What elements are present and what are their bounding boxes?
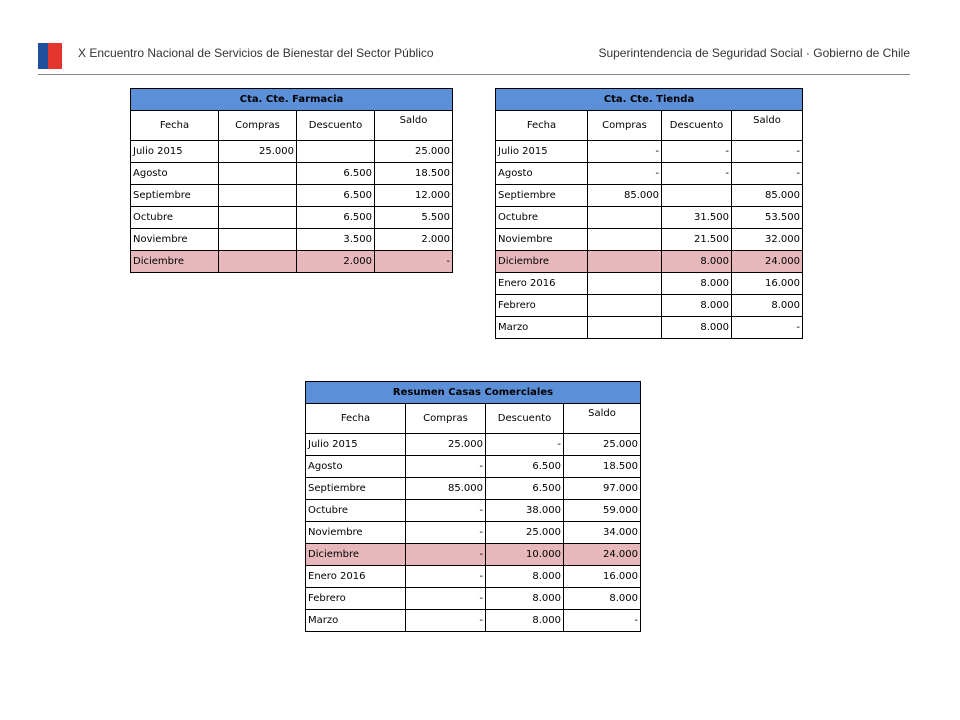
fecha-cell: Enero 2016 xyxy=(496,273,588,295)
table-row xyxy=(306,434,641,456)
table-title: Resumen Casas Comerciales xyxy=(306,382,641,404)
descuento-cell: - xyxy=(486,434,564,456)
table-title: Cta. Cte. Farmacia xyxy=(131,89,453,111)
table-row xyxy=(496,273,803,295)
column-header: Saldo xyxy=(564,404,641,434)
descuento-cell: 6.500 xyxy=(297,185,375,207)
table-row xyxy=(131,229,453,251)
saldo-cell: - xyxy=(732,141,803,163)
table-row xyxy=(496,163,803,185)
descuento-cell: 6.500 xyxy=(297,207,375,229)
column-header: Descuento xyxy=(297,111,375,141)
table-row xyxy=(131,207,453,229)
compras-cell xyxy=(219,251,297,273)
compras-cell xyxy=(588,295,662,317)
table-row xyxy=(306,566,641,588)
saldo-cell: - xyxy=(732,317,803,339)
column-header-row xyxy=(306,404,641,434)
column-header: Descuento xyxy=(486,404,564,434)
descuento-cell: 3.500 xyxy=(297,229,375,251)
column-header: Compras xyxy=(588,111,662,141)
fecha-cell: Febrero xyxy=(496,295,588,317)
compras-cell: 85.000 xyxy=(406,478,486,500)
table-row xyxy=(131,141,453,163)
compras-cell xyxy=(219,163,297,185)
column-header: Fecha xyxy=(306,404,406,434)
column-header: Saldo xyxy=(375,111,453,141)
chile-flag-icon xyxy=(38,43,62,69)
descuento-cell: 6.500 xyxy=(486,478,564,500)
table-row xyxy=(306,588,641,610)
farmacia-account-table xyxy=(130,88,453,273)
saldo-cell: 25.000 xyxy=(564,434,641,456)
descuento-cell: 10.000 xyxy=(486,544,564,566)
table-row-highlighted xyxy=(131,251,453,273)
saldo-cell: 18.500 xyxy=(564,456,641,478)
compras-cell: 25.000 xyxy=(406,434,486,456)
descuento-cell: 8.000 xyxy=(486,588,564,610)
compras-cell xyxy=(588,251,662,273)
resumen-casas-comerciales-table xyxy=(305,381,641,632)
descuento-cell: 2.000 xyxy=(297,251,375,273)
saldo-cell: 34.000 xyxy=(564,522,641,544)
table-row xyxy=(306,522,641,544)
fecha-cell: Octubre xyxy=(131,207,219,229)
saldo-cell: 25.000 xyxy=(375,141,453,163)
column-header: Compras xyxy=(406,404,486,434)
table-title: Cta. Cte. Tienda xyxy=(496,89,803,111)
fecha-cell: Agosto xyxy=(306,456,406,478)
slide-header xyxy=(0,0,960,76)
descuento-cell: 8.000 xyxy=(662,317,732,339)
saldo-cell: 2.000 xyxy=(375,229,453,251)
descuento-cell: 8.000 xyxy=(662,251,732,273)
table-row xyxy=(306,610,641,632)
fecha-cell: Diciembre xyxy=(131,251,219,273)
table-row-highlighted xyxy=(496,251,803,273)
compras-cell: - xyxy=(406,522,486,544)
saldo-cell: 24.000 xyxy=(732,251,803,273)
descuento-cell: 21.500 xyxy=(662,229,732,251)
saldo-cell: 16.000 xyxy=(732,273,803,295)
compras-cell xyxy=(219,207,297,229)
saldo-cell: 12.000 xyxy=(375,185,453,207)
fecha-cell: Julio 2015 xyxy=(306,434,406,456)
fecha-cell: Noviembre xyxy=(496,229,588,251)
descuento-cell: 6.500 xyxy=(297,163,375,185)
fecha-cell: Julio 2015 xyxy=(131,141,219,163)
compras-cell: - xyxy=(406,500,486,522)
saldo-cell: - xyxy=(732,163,803,185)
saldo-cell: 5.500 xyxy=(375,207,453,229)
descuento-cell: - xyxy=(662,163,732,185)
column-header-row xyxy=(496,111,803,141)
compras-cell: - xyxy=(588,141,662,163)
organization-name: Superintendencia de Seguridad Social · Gobierno de Chile xyxy=(598,46,910,60)
saldo-cell: 24.000 xyxy=(564,544,641,566)
descuento-cell xyxy=(662,185,732,207)
header-divider xyxy=(38,74,910,75)
column-header-row xyxy=(131,111,453,141)
table-row xyxy=(306,500,641,522)
saldo-cell: 59.000 xyxy=(564,500,641,522)
compras-cell: - xyxy=(406,456,486,478)
descuento-cell: 8.000 xyxy=(662,273,732,295)
compras-cell xyxy=(588,273,662,295)
table-row xyxy=(306,478,641,500)
fecha-cell: Febrero xyxy=(306,588,406,610)
tienda-account-table xyxy=(495,88,803,339)
table-row xyxy=(496,207,803,229)
table-row-highlighted xyxy=(306,544,641,566)
column-header: Fecha xyxy=(496,111,588,141)
descuento-cell: 8.000 xyxy=(662,295,732,317)
descuento-cell: 31.500 xyxy=(662,207,732,229)
compras-cell xyxy=(588,317,662,339)
saldo-cell: - xyxy=(564,610,641,632)
table-row xyxy=(306,456,641,478)
compras-cell xyxy=(588,207,662,229)
saldo-cell: 18.500 xyxy=(375,163,453,185)
event-title: X Encuentro Nacional de Servicios de Bienestar del Sector Público xyxy=(78,46,434,60)
compras-cell: - xyxy=(406,588,486,610)
fecha-cell: Diciembre xyxy=(496,251,588,273)
compras-cell xyxy=(588,229,662,251)
table-row xyxy=(131,163,453,185)
table-row xyxy=(496,141,803,163)
table-row xyxy=(496,295,803,317)
saldo-cell: - xyxy=(375,251,453,273)
saldo-cell: 97.000 xyxy=(564,478,641,500)
fecha-cell: Julio 2015 xyxy=(496,141,588,163)
saldo-cell: 53.500 xyxy=(732,207,803,229)
saldo-cell: 8.000 xyxy=(732,295,803,317)
compras-cell xyxy=(219,229,297,251)
column-header: Fecha xyxy=(131,111,219,141)
flag-red-band xyxy=(48,43,62,69)
fecha-cell: Enero 2016 xyxy=(306,566,406,588)
saldo-cell: 16.000 xyxy=(564,566,641,588)
fecha-cell: Marzo xyxy=(496,317,588,339)
fecha-cell: Septiembre xyxy=(131,185,219,207)
descuento-cell: 25.000 xyxy=(486,522,564,544)
column-header: Saldo xyxy=(732,111,803,141)
descuento-cell: - xyxy=(662,141,732,163)
table-row xyxy=(496,185,803,207)
flag-blue-band xyxy=(38,43,48,69)
compras-cell: - xyxy=(588,163,662,185)
descuento-cell xyxy=(297,141,375,163)
compras-cell: - xyxy=(406,566,486,588)
descuento-cell: 6.500 xyxy=(486,456,564,478)
descuento-cell: 8.000 xyxy=(486,610,564,632)
compras-cell: 25.000 xyxy=(219,141,297,163)
table-row xyxy=(496,229,803,251)
compras-cell xyxy=(219,185,297,207)
fecha-cell: Septiembre xyxy=(496,185,588,207)
compras-cell: - xyxy=(406,544,486,566)
descuento-cell: 38.000 xyxy=(486,500,564,522)
compras-cell: 85.000 xyxy=(588,185,662,207)
table-row xyxy=(131,185,453,207)
saldo-cell: 32.000 xyxy=(732,229,803,251)
fecha-cell: Diciembre xyxy=(306,544,406,566)
saldo-cell: 8.000 xyxy=(564,588,641,610)
compras-cell: - xyxy=(406,610,486,632)
fecha-cell: Marzo xyxy=(306,610,406,632)
fecha-cell: Noviembre xyxy=(131,229,219,251)
descuento-cell: 8.000 xyxy=(486,566,564,588)
fecha-cell: Octubre xyxy=(496,207,588,229)
table-row xyxy=(496,317,803,339)
fecha-cell: Octubre xyxy=(306,500,406,522)
saldo-cell: 85.000 xyxy=(732,185,803,207)
fecha-cell: Agosto xyxy=(131,163,219,185)
fecha-cell: Septiembre xyxy=(306,478,406,500)
fecha-cell: Agosto xyxy=(496,163,588,185)
fecha-cell: Noviembre xyxy=(306,522,406,544)
column-header: Compras xyxy=(219,111,297,141)
column-header: Descuento xyxy=(662,111,732,141)
